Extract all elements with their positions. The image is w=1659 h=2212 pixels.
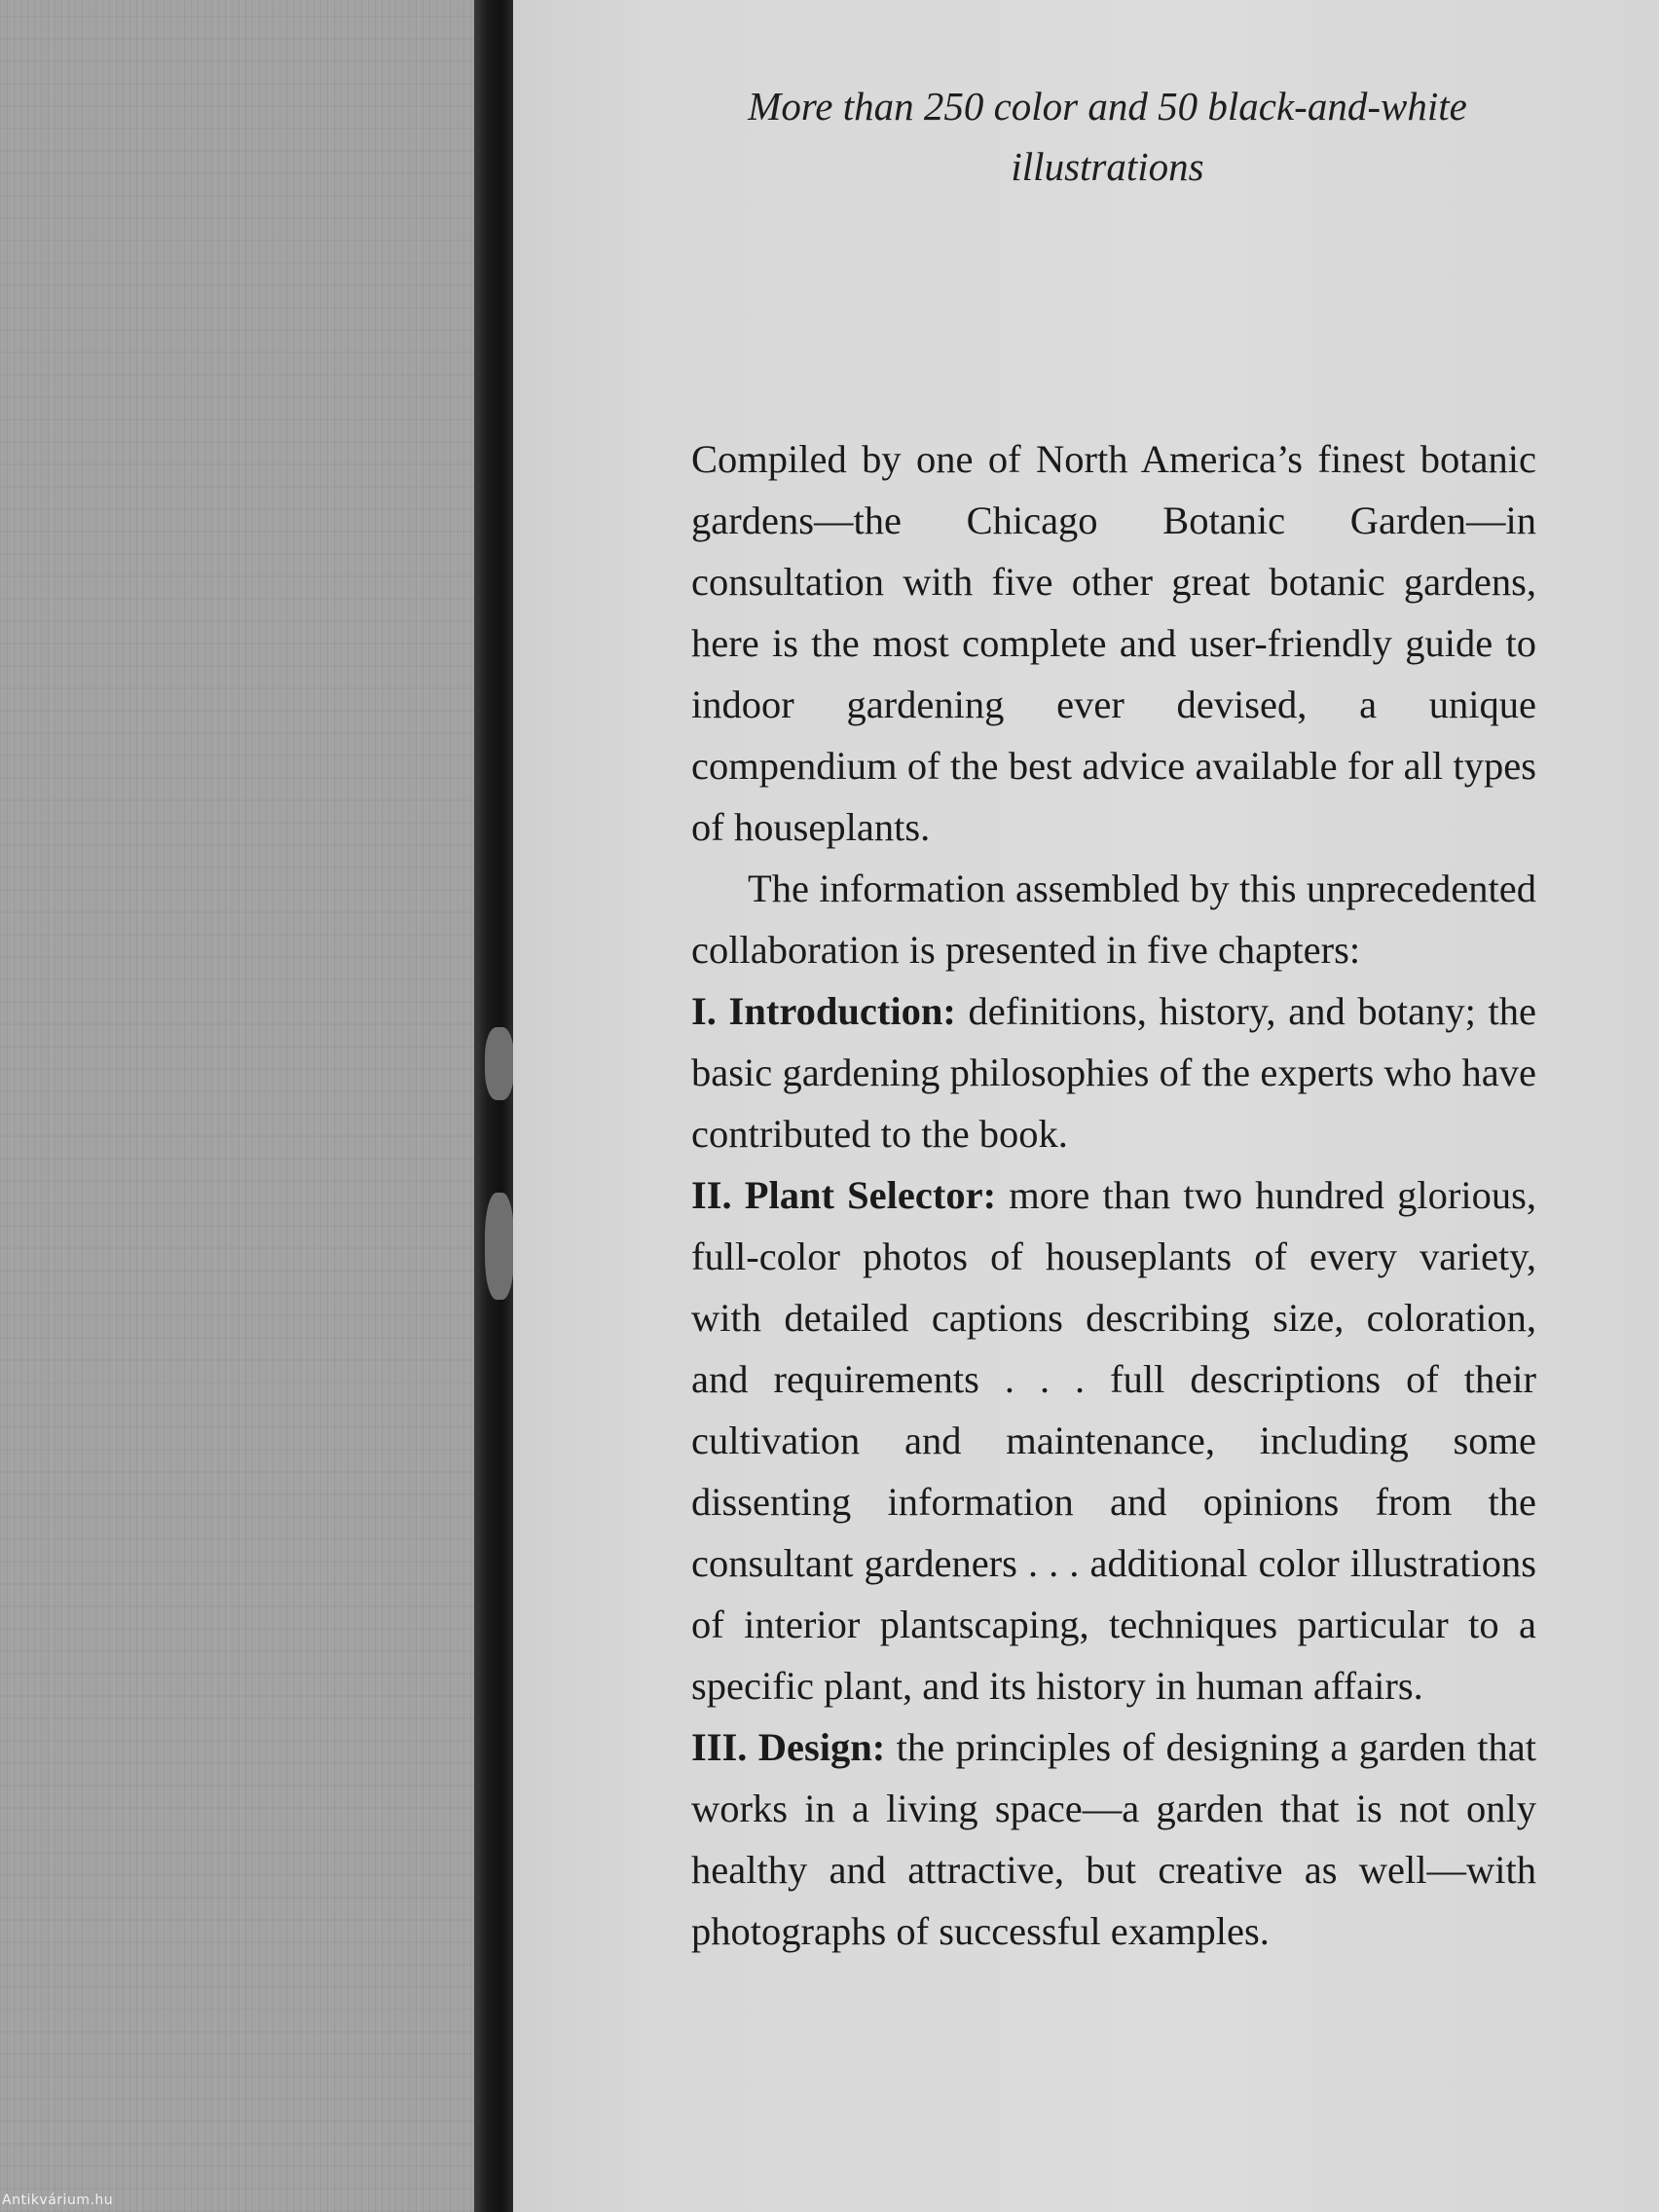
chapter-heading: I. Introduction: [691, 989, 956, 1033]
chapter-description: the principles of designing a garden that works in a living space—a garden that is not only healthy and attractive, but creative as well—with photographs of successful examples. [691, 1725, 1537, 1953]
subtitle-line-2: illustrations [1011, 144, 1204, 189]
chapter-heading: III. Design: [691, 1725, 886, 1769]
chapter-entry [691, 1164, 1536, 1716]
wooden-background [0, 0, 477, 2212]
watermark-text: Antikvárium.hu [2, 2193, 114, 2208]
chapters-intro-paragraph: The information assembled by this unprecedented collaboration is presented in five chapters: [691, 866, 1536, 972]
chapter-entry [691, 1716, 1536, 1962]
spine-photo-fragment [485, 1193, 514, 1300]
flap-body-text [691, 428, 1536, 1962]
illustrations-subtitle [623, 76, 1592, 197]
intro-paragraph: Compiled by one of North America’s finest botanic gardens—the Chicago Botanic Garden—in consultation with five other great botanic gardens, here is the most complete and user-friendly guide to indoor gardening ever devised, a unique compendium of the best advice available for all types of houseplants. [691, 437, 1536, 849]
chapter-description: definitions, history, and botany; the basic gardening philosophies of the experts who have contributed to the book. [691, 989, 1536, 1156]
chapter-heading: II. Plant Selector: [691, 1173, 997, 1217]
chapter-entry [691, 980, 1536, 1164]
chapter-description: more than two hundred glorious, full-color photos of houseplants of every variety, with detailed captions describing size, coloration, and requirements . . . full descriptions of their cultivation and maintenance, including some dissenting information and opinions from the consultant gardeners . . . additional color illustrations of interior plantscaping, techniques particular to a specific plant, and its history in human affairs. [691, 1173, 1536, 1708]
subtitle-line-1: More than 250 color and 50 black-and-white [748, 84, 1467, 129]
book-spine-edge [474, 0, 513, 2212]
spine-photo-fragment [485, 1027, 514, 1100]
